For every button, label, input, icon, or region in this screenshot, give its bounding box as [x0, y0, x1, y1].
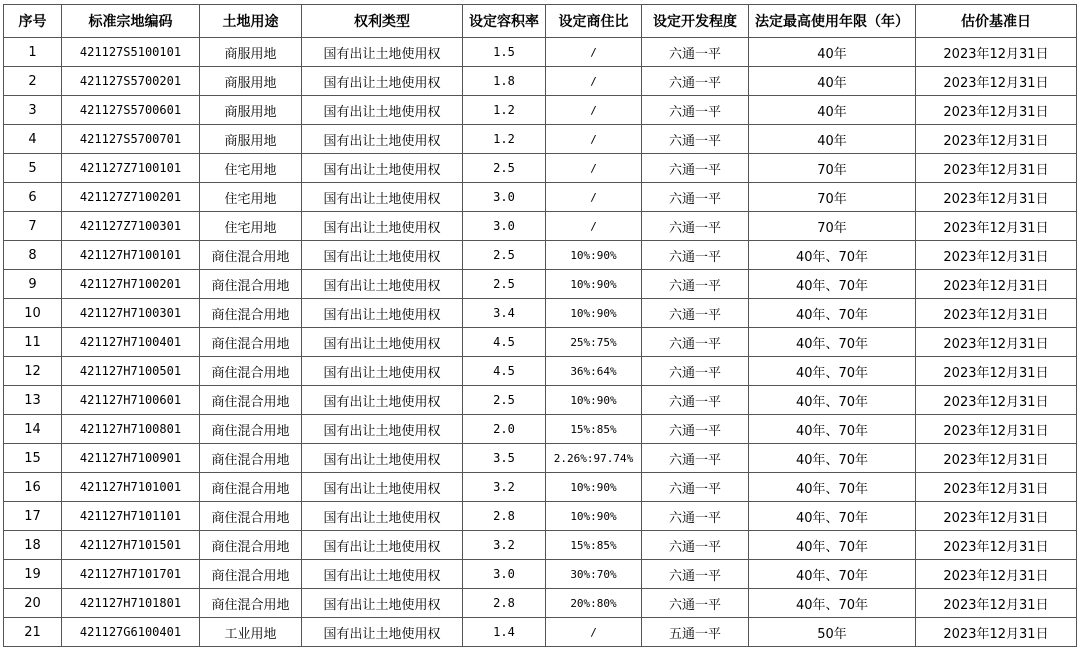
parcel-code: 421127H7100201 [62, 270, 200, 299]
row-index: 1 [4, 38, 62, 67]
parcel-code: 421127G6100401 [62, 618, 200, 647]
right-type: 国有出让土地使用权 [302, 299, 463, 328]
land-use: 商住混合用地 [200, 444, 302, 473]
max-term: 40年、70年 [749, 328, 916, 357]
row-index: 16 [4, 473, 62, 502]
development-level: 六通一平 [642, 473, 749, 502]
land-use: 住宅用地 [200, 154, 302, 183]
row-index: 11 [4, 328, 62, 357]
parcel-code: 421127H7101501 [62, 531, 200, 560]
plot-ratio: 1.2 [463, 125, 546, 154]
max-term: 40年 [749, 38, 916, 67]
commercial-residential-ratio: / [546, 125, 642, 154]
table-row [4, 328, 1077, 357]
land-use: 商住混合用地 [200, 241, 302, 270]
development-level: 六通一平 [642, 502, 749, 531]
commercial-residential-ratio: 36%:64% [546, 357, 642, 386]
land-use: 商住混合用地 [200, 415, 302, 444]
table-row [4, 241, 1077, 270]
parcel-code: 421127S5700701 [62, 125, 200, 154]
table-body [4, 38, 1077, 647]
valuation-date: 2023年12月31日 [916, 618, 1077, 647]
valuation-date: 2023年12月31日 [916, 328, 1077, 357]
development-level: 六通一平 [642, 154, 749, 183]
plot-ratio: 3.0 [463, 560, 546, 589]
plot-ratio: 3.2 [463, 473, 546, 502]
land-use: 商住混合用地 [200, 328, 302, 357]
land-use: 商住混合用地 [200, 299, 302, 328]
table-row [4, 444, 1077, 473]
row-index: 17 [4, 502, 62, 531]
max-term: 40年、70年 [749, 241, 916, 270]
table-row [4, 183, 1077, 212]
plot-ratio: 2.5 [463, 270, 546, 299]
plot-ratio: 3.0 [463, 212, 546, 241]
development-level: 六通一平 [642, 415, 749, 444]
development-level: 六通一平 [642, 357, 749, 386]
plot-ratio: 1.4 [463, 618, 546, 647]
commercial-residential-ratio: 30%:70% [546, 560, 642, 589]
parcel-code: 421127H7101001 [62, 473, 200, 502]
table-row [4, 96, 1077, 125]
parcel-code: 421127S5100101 [62, 38, 200, 67]
parcel-code: 421127H7101701 [62, 560, 200, 589]
valuation-date: 2023年12月31日 [916, 531, 1077, 560]
commercial-residential-ratio: 2.26%:97.74% [546, 444, 642, 473]
plot-ratio: 3.0 [463, 183, 546, 212]
max-term: 70年 [749, 154, 916, 183]
land-valuation-table [3, 4, 1077, 647]
development-level: 六通一平 [642, 386, 749, 415]
development-level: 六通一平 [642, 299, 749, 328]
development-level: 六通一平 [642, 241, 749, 270]
row-index: 21 [4, 618, 62, 647]
max-term: 40年、70年 [749, 386, 916, 415]
commercial-residential-ratio: 10%:90% [546, 241, 642, 270]
valuation-date: 2023年12月31日 [916, 560, 1077, 589]
plot-ratio: 4.5 [463, 357, 546, 386]
land-use: 商服用地 [200, 67, 302, 96]
valuation-date: 2023年12月31日 [916, 212, 1077, 241]
parcel-code: 421127H7101801 [62, 589, 200, 618]
right-type: 国有出让土地使用权 [302, 212, 463, 241]
valuation-date: 2023年12月31日 [916, 502, 1077, 531]
parcel-code: 421127S5700201 [62, 67, 200, 96]
max-term: 40年、70年 [749, 299, 916, 328]
right-type: 国有出让土地使用权 [302, 125, 463, 154]
table-row [4, 357, 1077, 386]
parcel-code: 421127H7100101 [62, 241, 200, 270]
commercial-residential-ratio: / [546, 67, 642, 96]
max-term: 70年 [749, 183, 916, 212]
commercial-residential-ratio: 10%:90% [546, 386, 642, 415]
development-level: 六通一平 [642, 328, 749, 357]
plot-ratio: 2.8 [463, 502, 546, 531]
max-term: 40年、70年 [749, 357, 916, 386]
max-term: 70年 [749, 212, 916, 241]
development-level: 六通一平 [642, 212, 749, 241]
max-term: 40年 [749, 96, 916, 125]
commercial-residential-ratio: 10%:90% [546, 299, 642, 328]
max-term: 40年、70年 [749, 415, 916, 444]
land-use: 住宅用地 [200, 183, 302, 212]
col-max-term-header: 法定最高使用年限（年） [749, 5, 916, 38]
right-type: 国有出让土地使用权 [302, 67, 463, 96]
development-level: 六通一平 [642, 531, 749, 560]
max-term: 50年 [749, 618, 916, 647]
row-index: 5 [4, 154, 62, 183]
parcel-code: 421127H7101101 [62, 502, 200, 531]
plot-ratio: 1.5 [463, 38, 546, 67]
valuation-date: 2023年12月31日 [916, 96, 1077, 125]
parcel-code: 421127Z7100201 [62, 183, 200, 212]
parcel-code: 421127H7100501 [62, 357, 200, 386]
table-row [4, 415, 1077, 444]
right-type: 国有出让土地使用权 [302, 386, 463, 415]
valuation-date: 2023年12月31日 [916, 415, 1077, 444]
land-use: 商住混合用地 [200, 357, 302, 386]
commercial-residential-ratio: / [546, 212, 642, 241]
table-row [4, 212, 1077, 241]
plot-ratio: 3.4 [463, 299, 546, 328]
plot-ratio: 2.5 [463, 386, 546, 415]
parcel-code: 421127H7100401 [62, 328, 200, 357]
row-index: 4 [4, 125, 62, 154]
land-use: 商住混合用地 [200, 473, 302, 502]
commercial-residential-ratio: 10%:90% [546, 502, 642, 531]
row-index: 13 [4, 386, 62, 415]
plot-ratio: 4.5 [463, 328, 546, 357]
max-term: 40年 [749, 67, 916, 96]
valuation-date: 2023年12月31日 [916, 183, 1077, 212]
plot-ratio: 1.8 [463, 67, 546, 96]
col-valuation-date-header: 估价基准日 [916, 5, 1077, 38]
plot-ratio: 1.2 [463, 96, 546, 125]
right-type: 国有出让土地使用权 [302, 618, 463, 647]
parcel-code: 421127Z7100301 [62, 212, 200, 241]
land-use: 商服用地 [200, 96, 302, 125]
land-use: 商服用地 [200, 38, 302, 67]
row-index: 2 [4, 67, 62, 96]
plot-ratio: 2.5 [463, 154, 546, 183]
right-type: 国有出让土地使用权 [302, 415, 463, 444]
row-index: 18 [4, 531, 62, 560]
parcel-code: 421127H7100901 [62, 444, 200, 473]
parcel-code: 421127Z7100101 [62, 154, 200, 183]
max-term: 40年、70年 [749, 270, 916, 299]
right-type: 国有出让土地使用权 [302, 444, 463, 473]
land-use: 商住混合用地 [200, 502, 302, 531]
col-land-use-header: 土地用途 [200, 5, 302, 38]
row-index: 7 [4, 212, 62, 241]
land-use: 商住混合用地 [200, 386, 302, 415]
valuation-date: 2023年12月31日 [916, 357, 1077, 386]
table-row [4, 67, 1077, 96]
parcel-code: 421127H7100301 [62, 299, 200, 328]
table-row [4, 531, 1077, 560]
development-level: 六通一平 [642, 270, 749, 299]
max-term: 40年、70年 [749, 473, 916, 502]
commercial-residential-ratio: 15%:85% [546, 531, 642, 560]
row-index: 9 [4, 270, 62, 299]
right-type: 国有出让土地使用权 [302, 38, 463, 67]
right-type: 国有出让土地使用权 [302, 270, 463, 299]
row-index: 3 [4, 96, 62, 125]
plot-ratio: 2.5 [463, 241, 546, 270]
max-term: 40年、70年 [749, 502, 916, 531]
commercial-residential-ratio: / [546, 154, 642, 183]
development-level: 六通一平 [642, 560, 749, 589]
table-row [4, 38, 1077, 67]
parcel-code: 421127H7100801 [62, 415, 200, 444]
max-term: 40年、70年 [749, 560, 916, 589]
plot-ratio: 2.8 [463, 589, 546, 618]
development-level: 六通一平 [642, 589, 749, 618]
commercial-residential-ratio: 20%:80% [546, 589, 642, 618]
commercial-residential-ratio: 10%:90% [546, 473, 642, 502]
header-row [4, 5, 1077, 38]
land-use: 商住混合用地 [200, 270, 302, 299]
col-commercial-residential-ratio-header: 设定商住比 [546, 5, 642, 38]
development-level: 六通一平 [642, 125, 749, 154]
land-use: 工业用地 [200, 618, 302, 647]
development-level: 六通一平 [642, 38, 749, 67]
col-development-level-header: 设定开发程度 [642, 5, 749, 38]
valuation-date: 2023年12月31日 [916, 386, 1077, 415]
max-term: 40年 [749, 125, 916, 154]
valuation-date: 2023年12月31日 [916, 67, 1077, 96]
max-term: 40年、70年 [749, 589, 916, 618]
land-use: 商住混合用地 [200, 589, 302, 618]
right-type: 国有出让土地使用权 [302, 531, 463, 560]
development-level: 五通一平 [642, 618, 749, 647]
col-right-type-header: 权利类型 [302, 5, 463, 38]
row-index: 14 [4, 415, 62, 444]
commercial-residential-ratio: 10%:90% [546, 270, 642, 299]
development-level: 六通一平 [642, 67, 749, 96]
table-row [4, 299, 1077, 328]
valuation-date: 2023年12月31日 [916, 241, 1077, 270]
table-row [4, 618, 1077, 647]
plot-ratio: 2.0 [463, 415, 546, 444]
right-type: 国有出让土地使用权 [302, 589, 463, 618]
table-row [4, 154, 1077, 183]
land-use: 商住混合用地 [200, 560, 302, 589]
right-type: 国有出让土地使用权 [302, 241, 463, 270]
table-row [4, 589, 1077, 618]
right-type: 国有出让土地使用权 [302, 96, 463, 125]
table-row [4, 560, 1077, 589]
table-row [4, 270, 1077, 299]
valuation-date: 2023年12月31日 [916, 270, 1077, 299]
valuation-date: 2023年12月31日 [916, 299, 1077, 328]
commercial-residential-ratio: / [546, 618, 642, 647]
commercial-residential-ratio: 25%:75% [546, 328, 642, 357]
row-index: 12 [4, 357, 62, 386]
table-row [4, 125, 1077, 154]
table-row [4, 386, 1077, 415]
right-type: 国有出让土地使用权 [302, 183, 463, 212]
development-level: 六通一平 [642, 444, 749, 473]
plot-ratio: 3.2 [463, 531, 546, 560]
max-term: 40年、70年 [749, 444, 916, 473]
max-term: 40年、70年 [749, 531, 916, 560]
right-type: 国有出让土地使用权 [302, 328, 463, 357]
commercial-residential-ratio: / [546, 96, 642, 125]
right-type: 国有出让土地使用权 [302, 560, 463, 589]
row-index: 15 [4, 444, 62, 473]
col-parcel-code-header: 标准宗地编码 [62, 5, 200, 38]
col-index-header: 序号 [4, 5, 62, 38]
table-row [4, 473, 1077, 502]
land-use: 商住混合用地 [200, 531, 302, 560]
land-use: 商服用地 [200, 125, 302, 154]
right-type: 国有出让土地使用权 [302, 502, 463, 531]
commercial-residential-ratio: / [546, 38, 642, 67]
valuation-date: 2023年12月31日 [916, 444, 1077, 473]
row-index: 10 [4, 299, 62, 328]
commercial-residential-ratio: / [546, 183, 642, 212]
right-type: 国有出让土地使用权 [302, 357, 463, 386]
valuation-date: 2023年12月31日 [916, 154, 1077, 183]
row-index: 20 [4, 589, 62, 618]
commercial-residential-ratio: 15%:85% [546, 415, 642, 444]
parcel-code: 421127H7100601 [62, 386, 200, 415]
row-index: 8 [4, 241, 62, 270]
development-level: 六通一平 [642, 96, 749, 125]
development-level: 六通一平 [642, 183, 749, 212]
valuation-date: 2023年12月31日 [916, 125, 1077, 154]
valuation-date: 2023年12月31日 [916, 473, 1077, 502]
parcel-code: 421127S5700601 [62, 96, 200, 125]
col-plot-ratio-header: 设定容积率 [463, 5, 546, 38]
land-use: 住宅用地 [200, 212, 302, 241]
table-row [4, 502, 1077, 531]
row-index: 19 [4, 560, 62, 589]
valuation-date: 2023年12月31日 [916, 589, 1077, 618]
plot-ratio: 3.5 [463, 444, 546, 473]
row-index: 6 [4, 183, 62, 212]
right-type: 国有出让土地使用权 [302, 154, 463, 183]
right-type: 国有出让土地使用权 [302, 473, 463, 502]
valuation-date: 2023年12月31日 [916, 38, 1077, 67]
